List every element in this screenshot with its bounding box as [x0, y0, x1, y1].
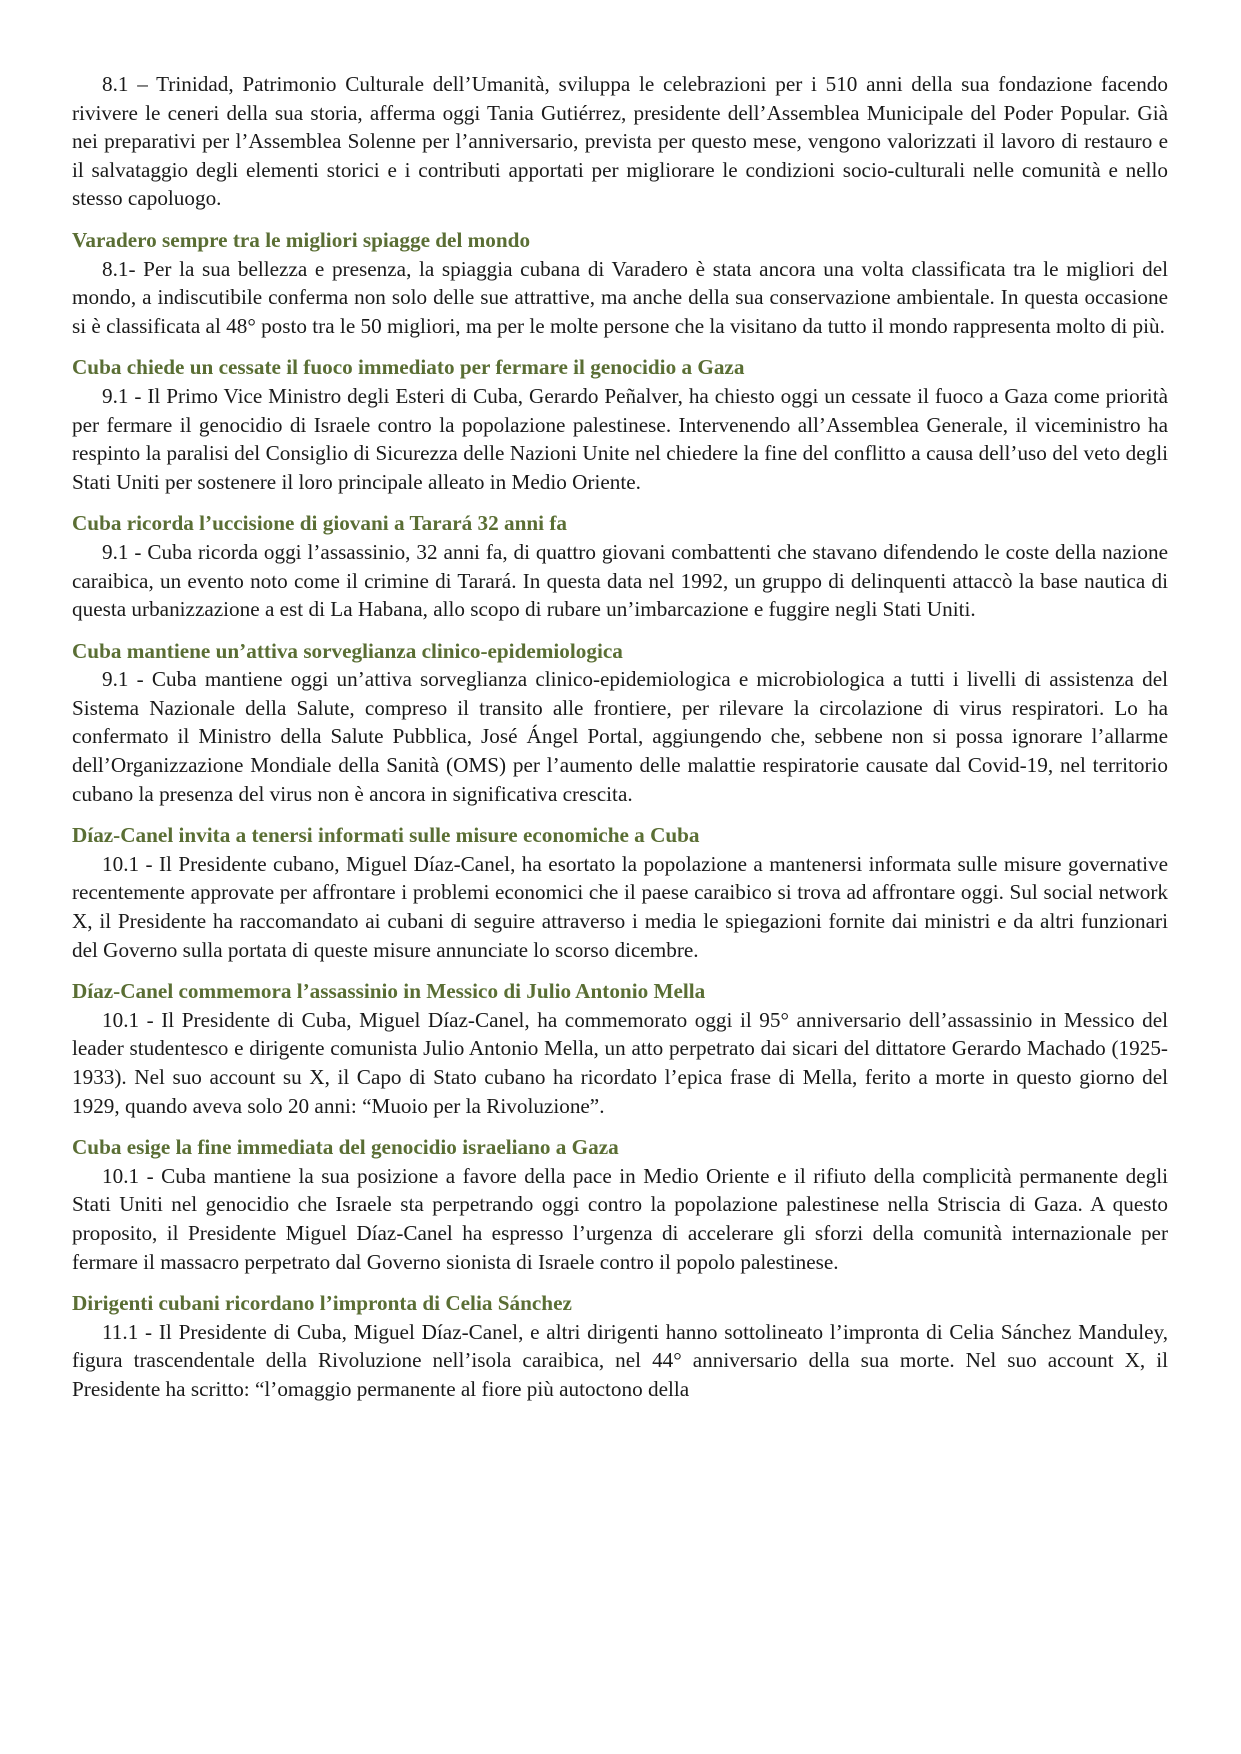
article-body: 10.1 - Il Presidente cubano, Miguel Díaz-Canel, ha esortato la popolazione a mantenersi informata sulle misure governative recentemente approvate per affrontare i problemi economici che il paese caraibico si trova ad affrontare oggi. Sul social network X, il Presidente ha raccomandato ai cubani di seguire attraverso i media le spiegazioni fornite dai ministri e da altri funzionari del Governo sulla portata di queste misure annunciate lo scorso dicembre.: [72, 851, 1168, 962]
article-title: Díaz-Canel invita a tenersi informati sulle misure economiche a Cuba: [72, 823, 700, 848]
article-title: Cuba mantiene un’attiva sorveglianza clinico-epidemiologica: [72, 638, 623, 663]
article-tarara: [72, 509, 1168, 623]
article-title: Varadero sempre tra le migliori spiagge del mondo: [72, 227, 531, 252]
article-title: Cuba chiede un cessate il fuoco immediato per fermare il genocidio a Gaza: [72, 355, 745, 380]
article-mella: [72, 977, 1168, 1120]
article-body: 10.1 - Cuba mantiene la sua posizione a favore della pace in Medio Oriente e il rifiuto della complicità permanente degli Stati Uniti nel genocidio che Israele sta perpetrando oggi contro la popolazione palestinese nella Striscia di Gaza. A questo proposito, il Presidente Miguel Díaz-Canel ha espresso l’urgenza di accelerare gli sforzi della comunità internazionale per fermare il massacro perpetrato dal Governo sionista di Israele contro il popolo palestinese.: [72, 1163, 1168, 1274]
article-body: 9.1 - Cuba mantiene oggi un’attiva sorveglianza clinico-epidemiologica e microbiologica a tutti i livelli di assistenza del Sistema Nazionale della Salute, compreso il transito alle frontiere, per rilevare la circolazione di virus respiratori. Lo ha confermato il Ministro della Salute Pubblica, José Ángel Portal, aggiungendo che, sebbene non si possa ignorare l’allarme dell’Organizzazione Mondiale della Sanità (OMS) per l’aumento delle malattie respiratorie causate dal Covid-19, nel territorio cubano la presenza del virus non è ancora in significativa crescita.: [72, 667, 1168, 806]
article-body: 9.1 - Il Primo Vice Ministro degli Esteri di Cuba, Gerardo Peñalver, ha chiesto oggi un cessate il fuoco a Gaza come priorità per fermare il genocidio di Israele contro la popolazione palestinese. Intervenendo all’Assemblea Generale, il viceministro ha respinto la paralisi del Consiglio di Sicurezza delle Nazioni Unite nel chiedere la fine del conflitto a causa dell’uso del veto degli Stati Uniti per sostenere il loro principale alleato in Medio Oriente.: [72, 383, 1168, 494]
article-body: 10.1 - Il Presidente di Cuba, Miguel Díaz-Canel, ha commemorato oggi il 95° anniversario dell’assassinio in Messico del leader studentesco e dirigente comunista Julio Antonio Mella, un atto perpetrato dai sicari del dittatore Gerardo Machado (1925-1933). Nel suo account su X, il Capo di Stato cubano ha ricordato l’epica frase di Mella, ferito a morte in questo giorno del 1929, quando aveva solo 20 anni: “Muoio per la Rivoluzione”.: [72, 1007, 1168, 1118]
article-varadero: [72, 226, 1168, 340]
article-title: Cuba esige la fine immediata del genocidio israeliano a Gaza: [72, 1135, 619, 1160]
article-title: Cuba ricorda l’uccisione di giovani a Tarará 32 anni fa: [72, 511, 568, 536]
article-economic-measures: [72, 821, 1168, 964]
article-surveillance: [72, 637, 1168, 809]
article-body: 9.1 - Cuba ricorda oggi l’assassinio, 32 anni fa, di quattro giovani combattenti che stavano difendendo le coste della nazione caraibica, un evento noto come il crimine di Tarará. In questa data nel 1992, un gruppo di delinquenti attaccò la base nautica di questa urbanizzazione a est di La Habana, allo scopo di rubare un’imbarcazione e fuggire negli Stati Uniti.: [72, 539, 1168, 622]
article-title: Dirigenti cubani ricordano l’impronta di Celia Sánchez: [72, 1291, 572, 1316]
article-trinidad: [72, 70, 1168, 213]
article-gaza-ceasefire: [72, 353, 1168, 496]
article-body: 8.1 – Trinidad, Patrimonio Culturale dell’Umanità, sviluppa le celebrazioni per i 510 anni della sua fondazione facendo rivivere le ceneri della sua storia, afferma oggi Tania Gutiérrez, presidente dell’Assemblea Municipale del Poder Popular. Già nei preparativi per l’Assemblea Solenne per l’anniversario, prevista per questo mese, vengono valorizzati il lavoro di restauro e il salvataggio degli elementi storici e i contributi apportati per migliorare le condizioni socio-culturali nelle comunità e nello stesso capoluogo.: [72, 72, 1168, 211]
article-gaza-genocide: [72, 1133, 1168, 1276]
article-title: Díaz-Canel commemora l’assassinio in Messico di Julio Antonio Mella: [72, 979, 706, 1004]
article-body: 11.1 - Il Presidente di Cuba, Miguel Díaz-Canel, e altri dirigenti hanno sottolineato l’impronta di Celia Sánchez Manduley, figura trascendentale della Rivoluzione nell’isola caraibica, nel 44° anniversario della sua morte. Nel suo account X, il Presidente ha scritto: “l’omaggio permanente al fiore più autoctono della: [72, 1319, 1168, 1401]
article-celia-sanchez: [72, 1289, 1168, 1403]
article-body: 8.1- Per la sua bellezza e presenza, la spiaggia cubana di Varadero è stata ancora una volta classificata tra le migliori del mondo, a indiscutibile conferma non solo delle sue attrattive, ma anche della sua conservazione ambientale. In questa occasione si è classificata al 48° posto tra le 50 migliori, ma per le molte persone che la visitano da tutto il mondo rappresenta molto di più.: [72, 256, 1168, 338]
document-page: [72, 70, 1168, 1417]
